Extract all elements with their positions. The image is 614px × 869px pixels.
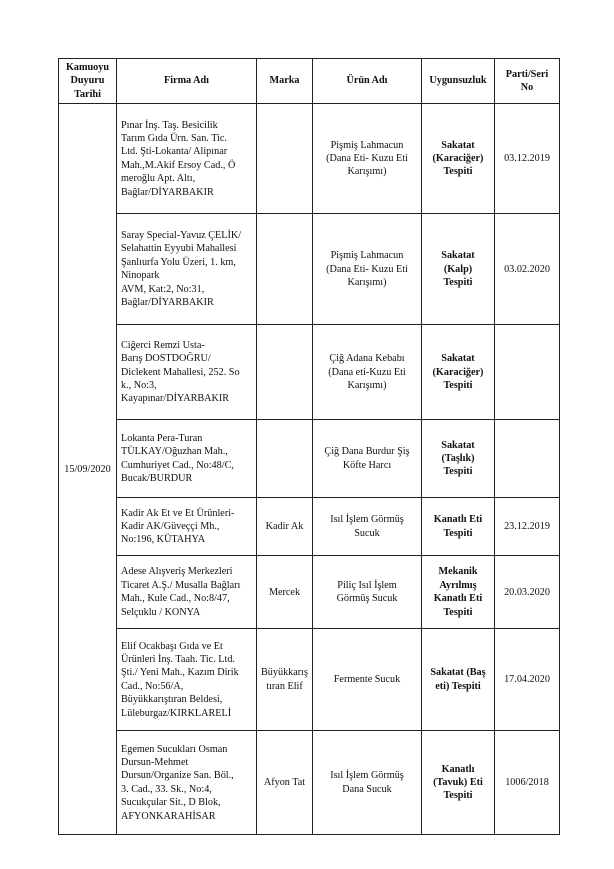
firma-cell: Elif Ocakbaşı Gıda ve Et Ürünleri İnş. Taah. Tic. Ltd. Şti./ Yeni Mah., Kazım Dirik Cad., No:56/A, Büyükkarıştıran Beldesi, Lüleburgaz/KIRKLARELİ xyxy=(117,629,257,731)
marka-cell xyxy=(257,214,313,325)
uygunsuzluk-cell: Sakatat (Kalp) Tespiti xyxy=(422,214,495,325)
urun-cell: Pişmiş Lahmacun (Dana Eti- Kuzu Eti Karışımı) xyxy=(313,104,422,214)
header-parti: Parti/Seri No xyxy=(495,59,560,104)
header-date: Kamuoyu Duyuru Tarihi xyxy=(59,59,117,104)
urun-cell: Pişmiş Lahmacun (Dana Eti- Kuzu Eti Karışımı) xyxy=(313,214,422,325)
marka-cell: Kadir Ak xyxy=(257,498,313,556)
header-firma: Firma Adı xyxy=(117,59,257,104)
parti-cell: 1006/2018 xyxy=(495,731,560,835)
table-row xyxy=(59,498,560,556)
recall-table xyxy=(58,58,560,835)
table-row xyxy=(59,556,560,629)
urun-cell: Fermente Sucuk xyxy=(313,629,422,731)
uygunsuzluk-cell: Sakatat (Karaciğer) Tespiti xyxy=(422,325,495,420)
parti-cell: 17.04.2020 xyxy=(495,629,560,731)
marka-cell: Afyon Tat xyxy=(257,731,313,835)
header-row xyxy=(59,59,560,104)
marka-cell xyxy=(257,420,313,498)
marka-cell xyxy=(257,104,313,214)
header-uygunsuzluk: Uygunsuzluk xyxy=(422,59,495,104)
parti-cell: 03.12.2019 xyxy=(495,104,560,214)
firma-cell: Adese Alışveriş Merkezleri Ticaret A.Ş./ Musalla Bağları Mah., Kule Cad., No:8/47, Selçuklu / KONYA xyxy=(117,556,257,629)
parti-cell xyxy=(495,325,560,420)
urun-cell: Piliç Isıl İşlem Görmüş Sucuk xyxy=(313,556,422,629)
table-row xyxy=(59,731,560,835)
firma-cell: Lokanta Pera-Turan TÜLKAY/Oğuzhan Mah., Cumhuriyet Cad., No:48/C, Bucak/BURDUR xyxy=(117,420,257,498)
urun-cell: Çiğ Dana Burdur Şiş Köfte Harcı xyxy=(313,420,422,498)
urun-cell: Isıl İşlem Görmüş Sucuk xyxy=(313,498,422,556)
parti-cell xyxy=(495,420,560,498)
urun-cell: Çiğ Adana Kebabı (Dana eti-Kuzu Eti Karışımı) xyxy=(313,325,422,420)
table-row xyxy=(59,420,560,498)
uygunsuzluk-cell: Mekanik Ayrılmış Kanatlı Eti Tespiti xyxy=(422,556,495,629)
uygunsuzluk-cell: Kanatlı Eti Tespiti xyxy=(422,498,495,556)
announcement-date: 15/09/2020 xyxy=(59,104,117,835)
uygunsuzluk-cell: Sakatat (Taşlık) Tespiti xyxy=(422,420,495,498)
uygunsuzluk-cell: Sakatat (Karaciğer) Tespiti xyxy=(422,104,495,214)
table-row xyxy=(59,214,560,325)
table-row xyxy=(59,629,560,731)
uygunsuzluk-cell: Sakatat (Baş eti) Tespiti xyxy=(422,629,495,731)
parti-cell: 20.03.2020 xyxy=(495,556,560,629)
firma-cell: Egemen Sucukları Osman Dursun-Mehmet Dursun/Organize San. Böl., 3. Cad., 33. Sk., No:4, Sucukçular Sit., D Blok, AFYONKARAHİSAR xyxy=(117,731,257,835)
parti-cell: 23.12.2019 xyxy=(495,498,560,556)
table-row xyxy=(59,104,560,214)
header-marka: Marka xyxy=(257,59,313,104)
urun-cell: Isıl İşlem Görmüş Dana Sucuk xyxy=(313,731,422,835)
marka-cell xyxy=(257,325,313,420)
parti-cell: 03.02.2020 xyxy=(495,214,560,325)
uygunsuzluk-cell: Kanatlı (Tavuk) Eti Tespiti xyxy=(422,731,495,835)
firma-cell: Kadir Ak Et ve Et Ürünleri- Kadir AK/Güveççi Mh., No:196, KÜTAHYA xyxy=(117,498,257,556)
marka-cell: Mercek xyxy=(257,556,313,629)
marka-cell: Büyükkarış tıran Elif xyxy=(257,629,313,731)
header-urun: Ürün Adı xyxy=(313,59,422,104)
firma-cell: Ciğerci Remzi Usta- Barış DOSTDOĞRU/ Diclekent Mahallesi, 252. So k., No:3, Kayapınar/DİYARBAKIR xyxy=(117,325,257,420)
table-row xyxy=(59,325,560,420)
firma-cell: Saray Special-Yavuz ÇELİK/ Selahattin Eyyubi Mahallesi Şanlıurfa Yolu Üzeri, 1. km, Ninopark AVM, Kat:2, No:31, Bağlar/DİYARBAKIR xyxy=(117,214,257,325)
firma-cell: Pınar İnş. Taş. Besicilik Tarım Gıda Ürn. San. Tic. Ltd. Şti-Lokanta/ Alipınar Mah.,M.Akif Ersoy Cad., Ö meroğlu Apt. Altı, Bağlar/DİYARBAKIR xyxy=(117,104,257,214)
